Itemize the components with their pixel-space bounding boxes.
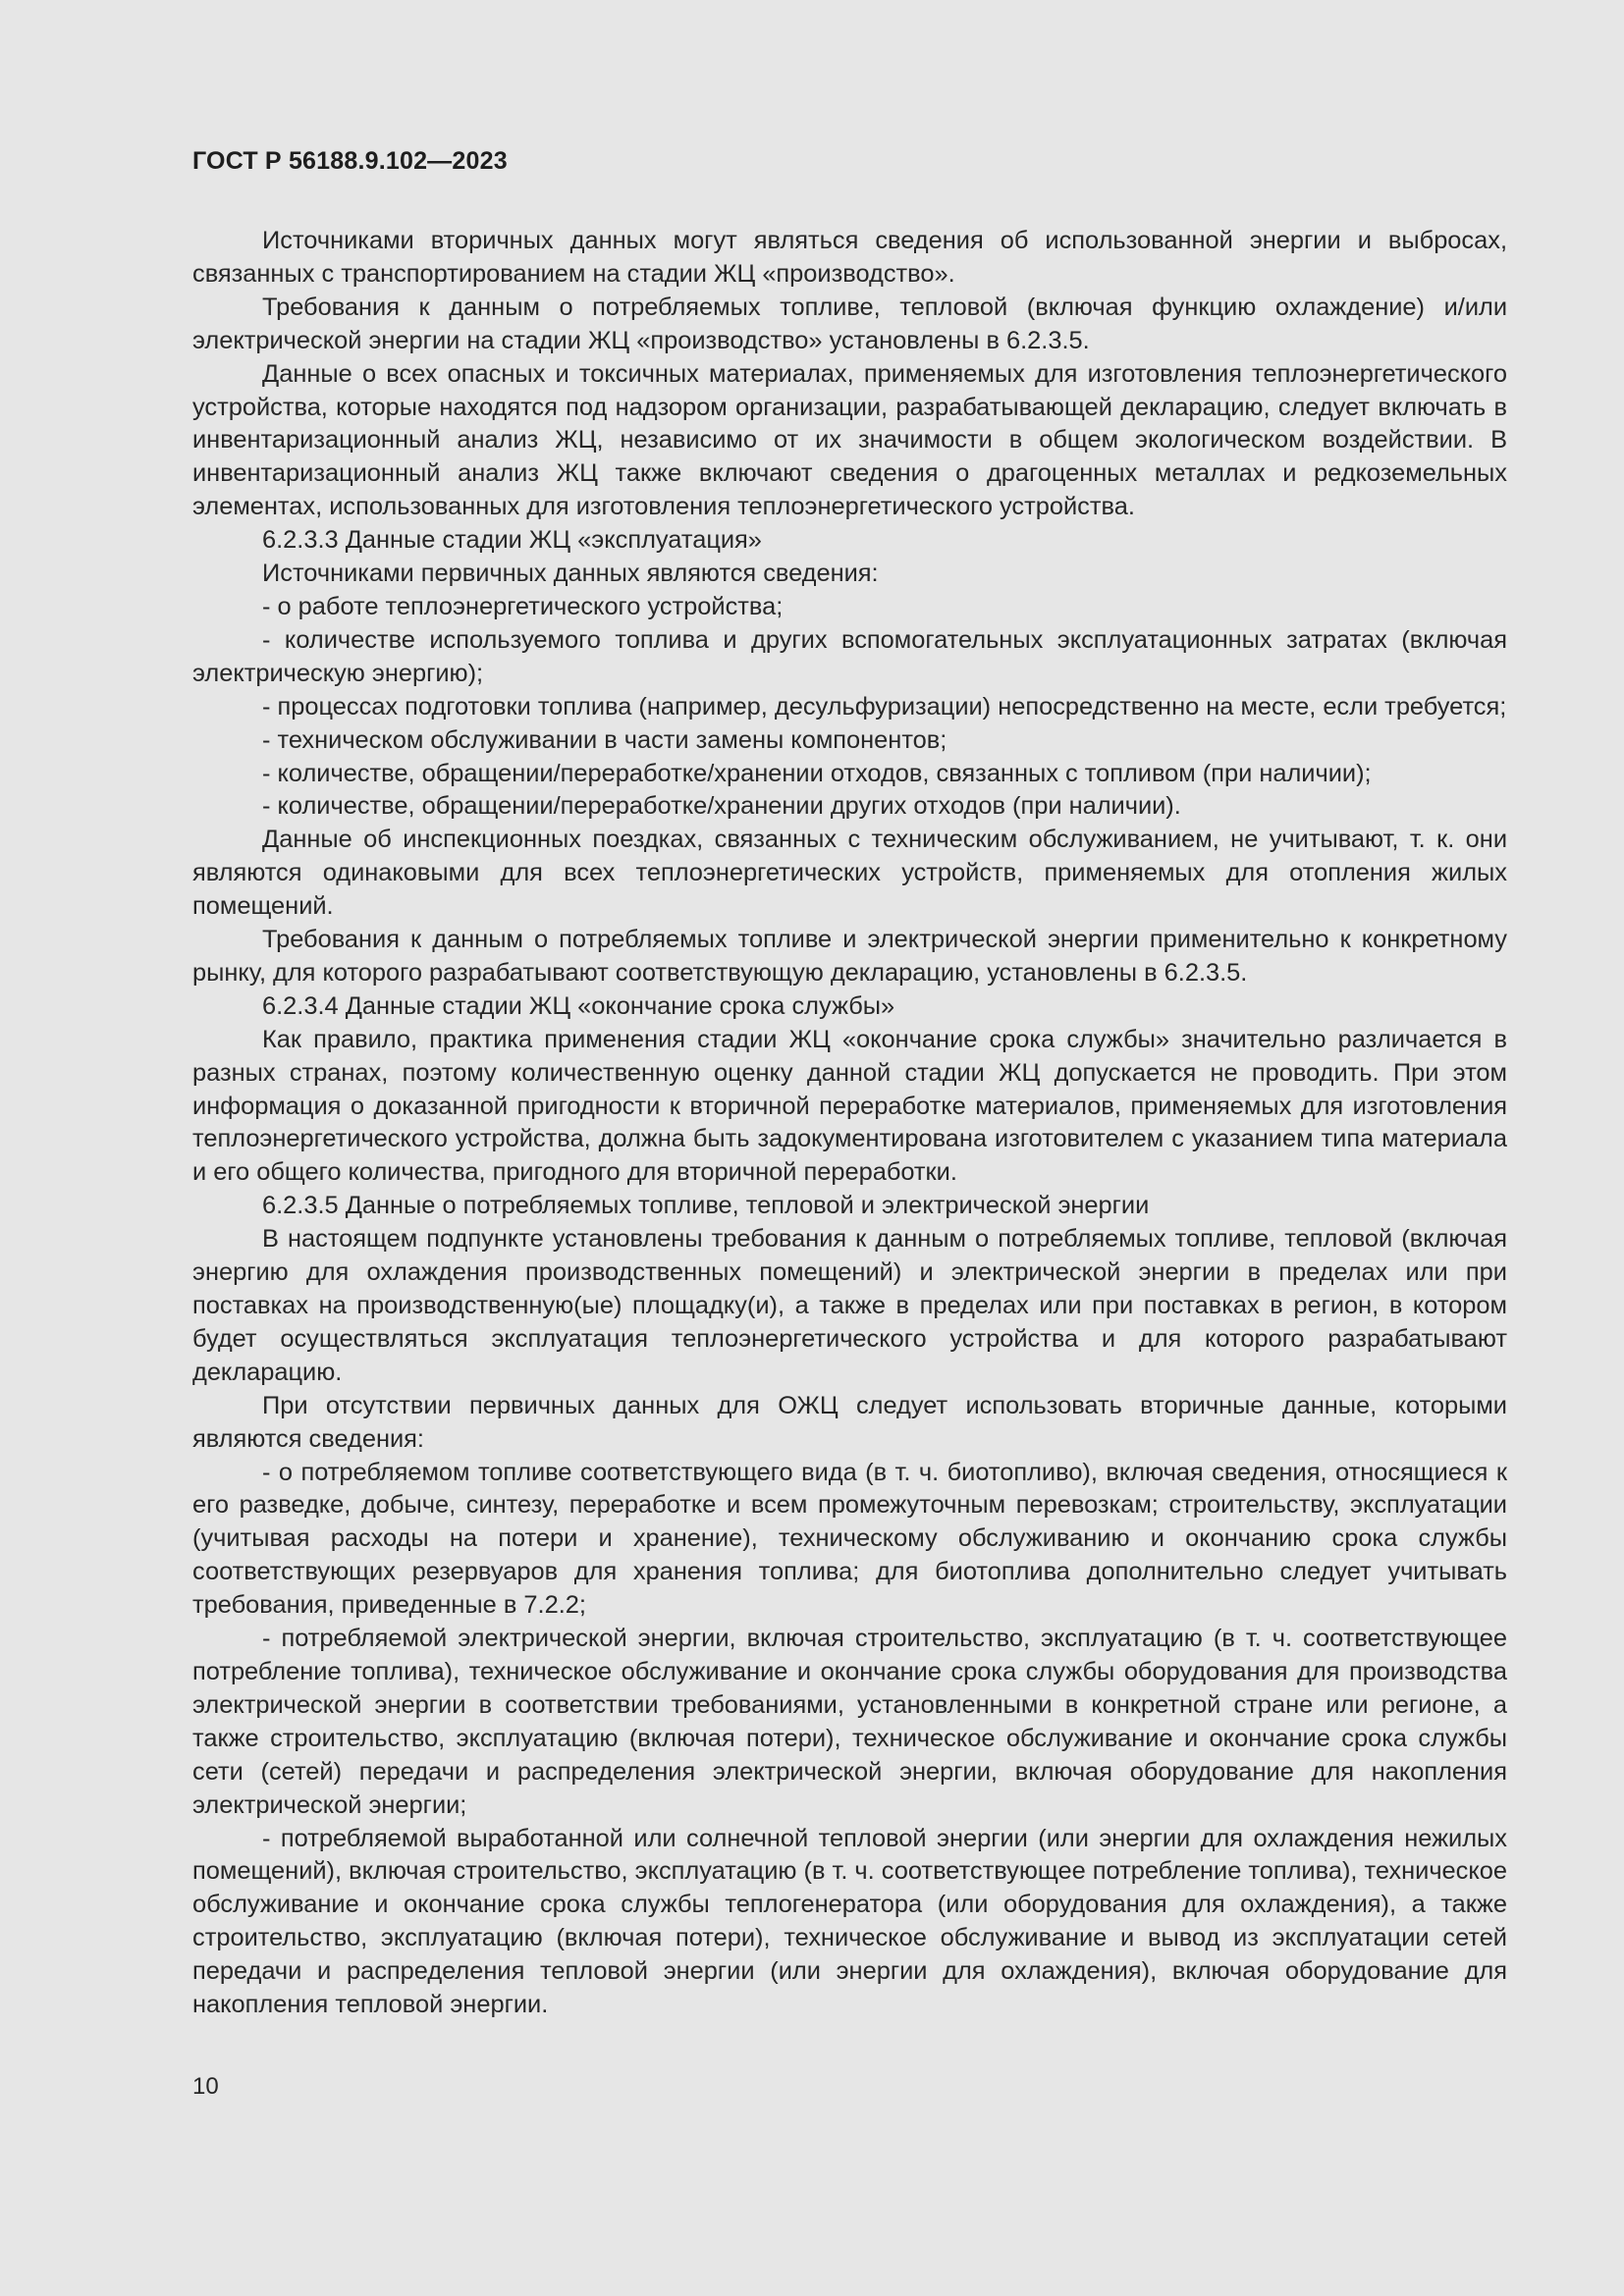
list-item: - количестве используемого топлива и других вспомогательных эксплуатационных затратах (включая электрическую энергию); <box>192 625 1507 687</box>
paragraph: Источниками вторичных данных могут являться сведения об использованной энергии и выбросах, связанных с транспортированием на стадии ЖЦ «производство». <box>192 227 1507 288</box>
paragraph: Требования к данным о потребляемых топливе и электрической энергии применительно к конкретному рынку, для которого разрабатывают соответствующую декларацию, установлены в 6.2.3.5. <box>192 926 1507 987</box>
document-id-header: ГОСТ Р 56188.9.102—2023 <box>192 147 508 175</box>
paragraph: Источниками первичных данных являются сведения: <box>262 560 879 588</box>
section-heading-6-2-3-4: 6.2.3.4 Данные стадии ЖЦ «окончание срока службы» <box>262 991 895 1020</box>
paragraph: В настоящем подпункте установлены требования к данным о потребляемых топливе, тепловой (включая энергию для охлаждения производственных помещений) и электрической энергии в пределах или при поставках на производственную(ые) площадку(и), а также в пределах или при поставках в регион, в котором будет осуществляться эксплуатация теплоэнергетического устройства и для которого разрабатывают декларацию. <box>192 1225 1507 1386</box>
paragraph: Требования к данным о потребляемых топливе, тепловой (включая функцию охлаждение) и/или электрической энергии на стадии ЖЦ «производство» установлены в 6.2.3.5. <box>192 293 1507 354</box>
section-heading-6-2-3-5: 6.2.3.5 Данные о потребляемых топливе, тепловой и электрической энергии <box>262 1192 1150 1220</box>
paragraph: Данные о всех опасных и токсичных материалах, применяемых для изготовления теплоэнергетического устройства, которые находятся под надзором организации, разрабатывающей декларацию, следует включать в инвентаризационный анализ ЖЦ, независимо от их значимости в общем экологическом воздействии. В инвентаризационный анализ ЖЦ также включают сведения о драгоценных металлах и редкоземельных элементах, использованных для изготовления теплоэнергетического устройства. <box>192 359 1507 521</box>
list-item: - количестве, обращении/переработке/хранении других отходов (при наличии). <box>262 792 1181 821</box>
list-item: - процессах подготовки топлива (например, десульфуризации) непосредственно на месте, если требуется; <box>262 692 1507 721</box>
list-item: - о работе теплоэнергетического устройства; <box>262 592 784 620</box>
list-item: - потребляемой электрической энергии, включая строительство, эксплуатацию (в т. ч. соответствующее потребление топлива), техническое обслуживание и окончание срока службы оборудования для производства электрической энергии в соответствии требованиями, установленными в конкретной стране или регионе, а также строительство, эксплуатацию (включая потери), техническое обслуживание и окончание срока службы сети (сетей) передачи и распределения электрической энергии, включая оборудование для накопления электрической энергии; <box>192 1625 1507 1819</box>
list-item: - техническом обслуживании в части замены компонентов; <box>262 725 947 754</box>
paragraph: При отсутствии первичных данных для ОЖЦ следует использовать вторичные данные, которыми являются сведения: <box>192 1391 1507 1453</box>
section-heading-6-2-3-3: 6.2.3.3 Данные стадии ЖЦ «эксплуатация» <box>262 526 762 555</box>
list-item: - потребляемой выработанной или солнечной тепловой энергии (или энергии для охлаждения нежилых помещений), включая строительство, эксплуатацию (в т. ч. соответствующее потребление топлива), техническое обслуживание и окончание срока службы теплогенератора (или оборудования для охлаждения), а также строительство, эксплуатацию (включая потери), техническое обслуживание и вывод из эксплуатации сетей передачи и распределения тепловой энергии (или энергии для охлаждения), включая оборудование для накопления тепловой энергии. <box>192 1824 1507 2019</box>
paragraph: Как правило, практика применения стадии ЖЦ «окончание срока службы» значительно различается в разных странах, поэтому количественную оценку данной стадии ЖЦ допускается не проводить. При этом информация о доказанной пригодности к вторичной переработке материалов, применяемых для изготовления теплоэнергетического устройства, должна быть задокументирована изготовителем с указанием типа материала и его общего количества, пригодного для вторичной переработки. <box>192 1025 1507 1187</box>
paragraph: Данные об инспекционных поездках, связанных с техническим обслуживанием, не учитывают, т. к. они являются одинаковыми для всех теплоэнергетических устройств, применяемых для отопления жилых помещений. <box>192 826 1507 921</box>
body-text <box>192 225 1507 2022</box>
page-number: 10 <box>192 2073 219 2100</box>
list-item: - количестве, обращении/переработке/хранении отходов, связанных с топливом (при наличии); <box>262 759 1372 787</box>
list-item: - о потребляемом топливе соответствующего вида (в т. ч. биотопливо), включая сведения, относящиеся к его разведке, добыче, синтезу, переработке и всем промежуточным перевозкам; строительству, эксплуатации (учитывая расходы на потери и хранение), техническому обслуживанию и окончанию срока службы соответствующих резервуаров для хранения топлива; для биотоплива дополнительно следует учитывать требования, приведенные в 7.2.2; <box>192 1458 1507 1620</box>
